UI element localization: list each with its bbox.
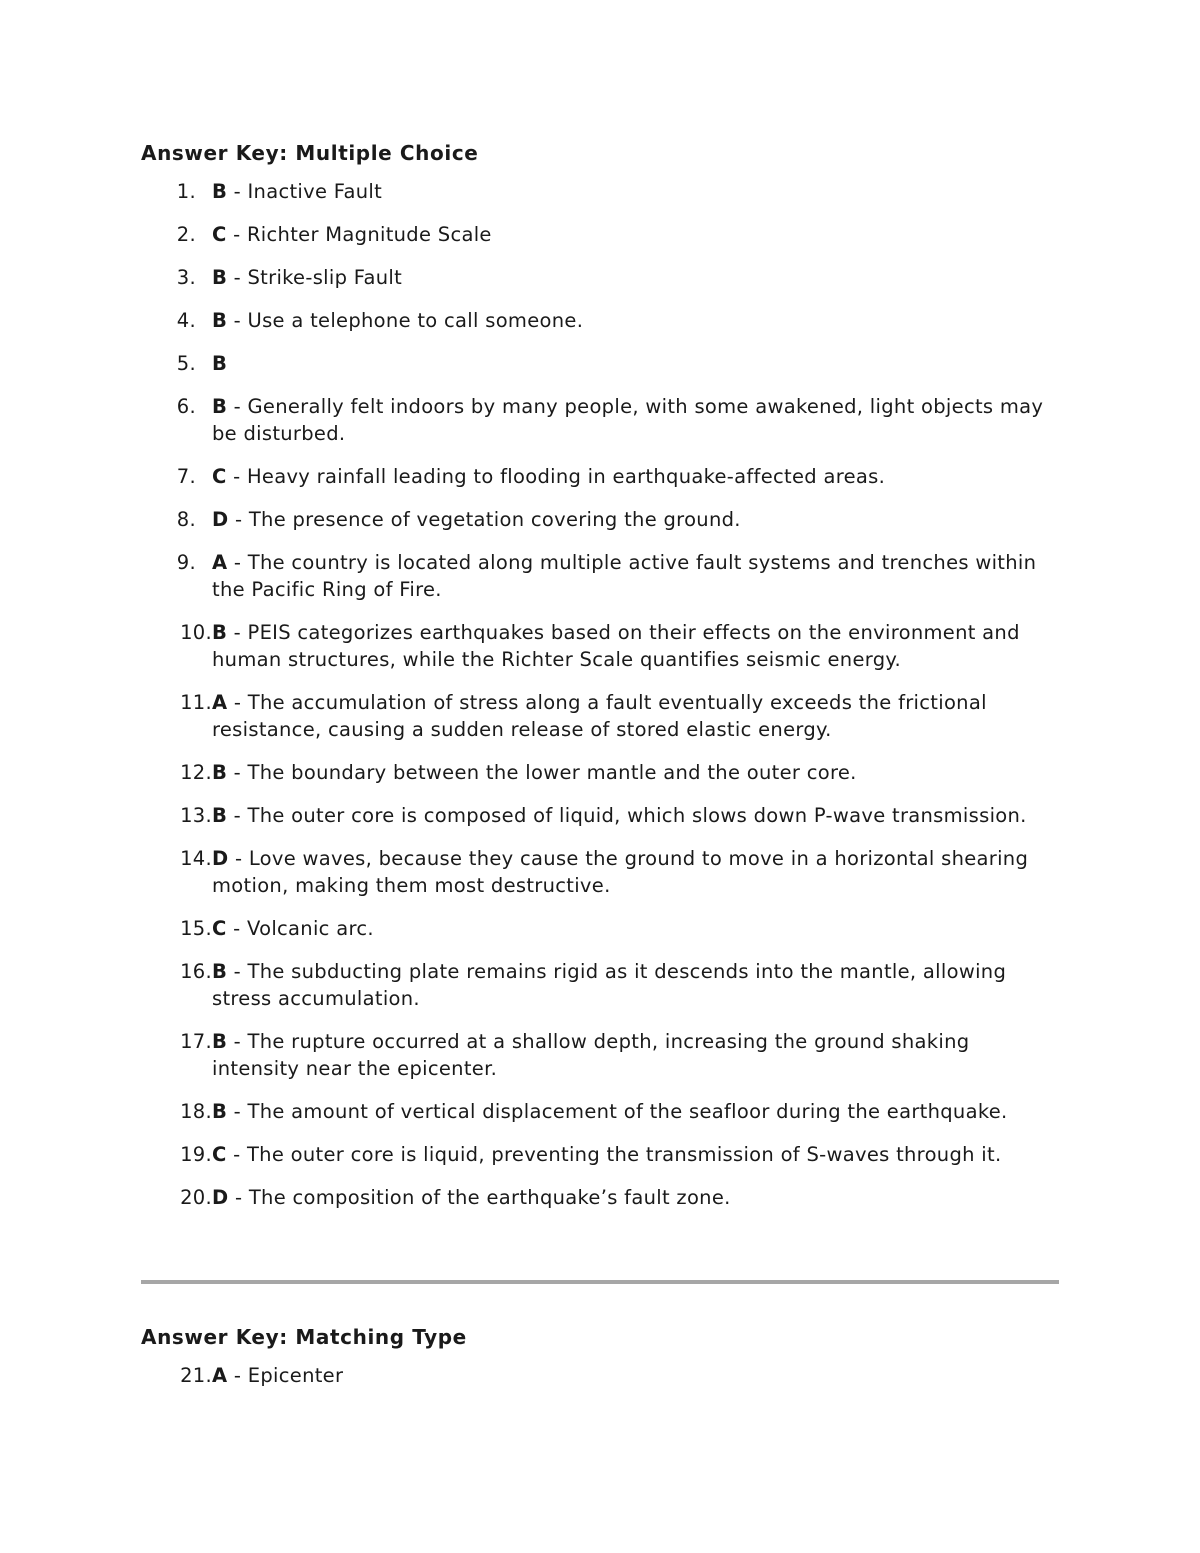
answer-item	[141, 178, 1059, 205]
answer-text: - The outer core is liquid, preventing the transmission of S-waves through it.	[226, 1143, 1002, 1166]
multiple-choice-section	[141, 138, 1059, 1227]
answer-letter: B	[212, 1030, 228, 1053]
answer-text: - The subducting plate remains rigid as it descends into the mantle, allowing stress accumulation.	[212, 960, 1007, 1010]
multiple-choice-answer-list	[141, 178, 1059, 1211]
answer-letter: B	[212, 1100, 228, 1123]
answer-number: 8.	[176, 508, 196, 531]
matching-type-answer-list	[141, 1362, 1059, 1389]
answer-number: 11.	[180, 691, 212, 714]
answer-number: 7.	[176, 465, 196, 488]
answer-text: - The composition of the earthquake’s fault zone.	[228, 1186, 731, 1209]
answer-letter: C	[212, 917, 227, 940]
answer-item	[141, 307, 1059, 334]
answer-number: 13.	[180, 804, 212, 827]
answer-number: 10.	[180, 621, 212, 644]
answer-letter: B	[212, 621, 228, 644]
answer-number: 20.	[180, 1186, 212, 1209]
answer-item	[141, 1098, 1059, 1125]
answer-number: 5.	[176, 352, 196, 375]
answer-letter: C	[212, 465, 227, 488]
answer-number: 9.	[176, 551, 196, 574]
answer-item	[141, 689, 1059, 743]
answer-letter: A	[212, 1364, 228, 1387]
answer-number: 6.	[176, 395, 196, 418]
answer-text: - The country is located along multiple active fault systems and trenches within the Pacific Ring of Fire.	[212, 551, 1037, 601]
answer-text: - Generally felt indoors by many people, with some awakened, light objects may be disturbed.	[212, 395, 1044, 445]
answer-item	[141, 1028, 1059, 1082]
answer-item	[141, 1141, 1059, 1168]
answer-item	[141, 350, 1059, 377]
answer-item	[141, 915, 1059, 942]
answer-item	[141, 393, 1059, 447]
answer-letter: C	[212, 1143, 227, 1166]
answer-letter: D	[212, 1186, 229, 1209]
answer-item	[141, 759, 1059, 786]
answer-number: 1.	[176, 180, 196, 203]
matching-type-heading: Answer Key: Matching Type	[141, 1325, 467, 1349]
answer-text: - The outer core is composed of liquid, which slows down P-wave transmission.	[227, 804, 1027, 827]
answer-number: 15.	[180, 917, 212, 940]
answer-item	[141, 1362, 1059, 1389]
answer-item	[141, 221, 1059, 248]
answer-letter: B	[212, 352, 228, 375]
answer-letter: B	[212, 266, 228, 289]
answer-number: 2.	[176, 223, 196, 246]
answer-text: - Volcanic arc.	[226, 917, 374, 940]
answer-letter: C	[212, 223, 227, 246]
answer-item	[141, 619, 1059, 673]
answer-text: - The amount of vertical displacement of the seafloor during the earthquake.	[227, 1100, 1008, 1123]
answer-text: - The presence of vegetation covering the ground.	[228, 508, 741, 531]
answer-number: 21.	[180, 1364, 212, 1387]
answer-letter: A	[212, 551, 228, 574]
answer-number: 16.	[180, 960, 212, 983]
answer-item	[141, 958, 1059, 1012]
answer-letter: D	[212, 508, 229, 531]
answer-letter: B	[212, 309, 228, 332]
answer-number: 17.	[180, 1030, 212, 1053]
multiple-choice-heading: Answer Key: Multiple Choice	[141, 141, 479, 165]
answer-text: - PEIS categorizes earthquakes based on their effects on the environment and human structures, while the Richter Scale quantifies seismic energy.	[212, 621, 1020, 671]
answer-number: 19.	[180, 1143, 212, 1166]
answer-letter: B	[212, 395, 228, 418]
section-divider	[141, 1280, 1059, 1284]
answer-number: 3.	[176, 266, 196, 289]
answer-text: - Inactive Fault	[227, 180, 383, 203]
answer-number: 4.	[176, 309, 196, 332]
answer-text: - The accumulation of stress along a fault eventually exceeds the frictional resistance, causing a sudden release of stored elastic energy.	[212, 691, 987, 741]
answer-item	[141, 506, 1059, 533]
answer-number: 18.	[180, 1100, 212, 1123]
answer-item	[141, 802, 1059, 829]
answer-letter: B	[212, 180, 228, 203]
answer-number: 12.	[180, 761, 212, 784]
answer-letter: B	[212, 804, 228, 827]
answer-letter: D	[212, 847, 229, 870]
matching-type-section	[141, 1322, 1059, 1405]
answer-letter: A	[212, 691, 228, 714]
answer-letter: B	[212, 761, 228, 784]
answer-item	[141, 463, 1059, 490]
answer-item	[141, 549, 1059, 603]
answer-text: - The boundary between the lower mantle and the outer core.	[227, 761, 857, 784]
answer-text: - Epicenter	[227, 1364, 344, 1387]
answer-text: - Love waves, because they cause the ground to move in a horizontal shearing motion, making them most destructive.	[212, 847, 1029, 897]
answer-item	[141, 1184, 1059, 1211]
answer-text: - Richter Magnitude Scale	[226, 223, 492, 246]
answer-text: - Strike-slip Fault	[227, 266, 403, 289]
answer-item	[141, 264, 1059, 291]
answer-text: - Heavy rainfall leading to flooding in earthquake-affected areas.	[226, 465, 886, 488]
answer-number: 14.	[180, 847, 212, 870]
answer-item	[141, 845, 1059, 899]
answer-text: - The rupture occurred at a shallow depth, increasing the ground shaking intensity near the epicenter.	[212, 1030, 970, 1080]
answer-letter: B	[212, 960, 228, 983]
answer-text: - Use a telephone to call someone.	[227, 309, 584, 332]
